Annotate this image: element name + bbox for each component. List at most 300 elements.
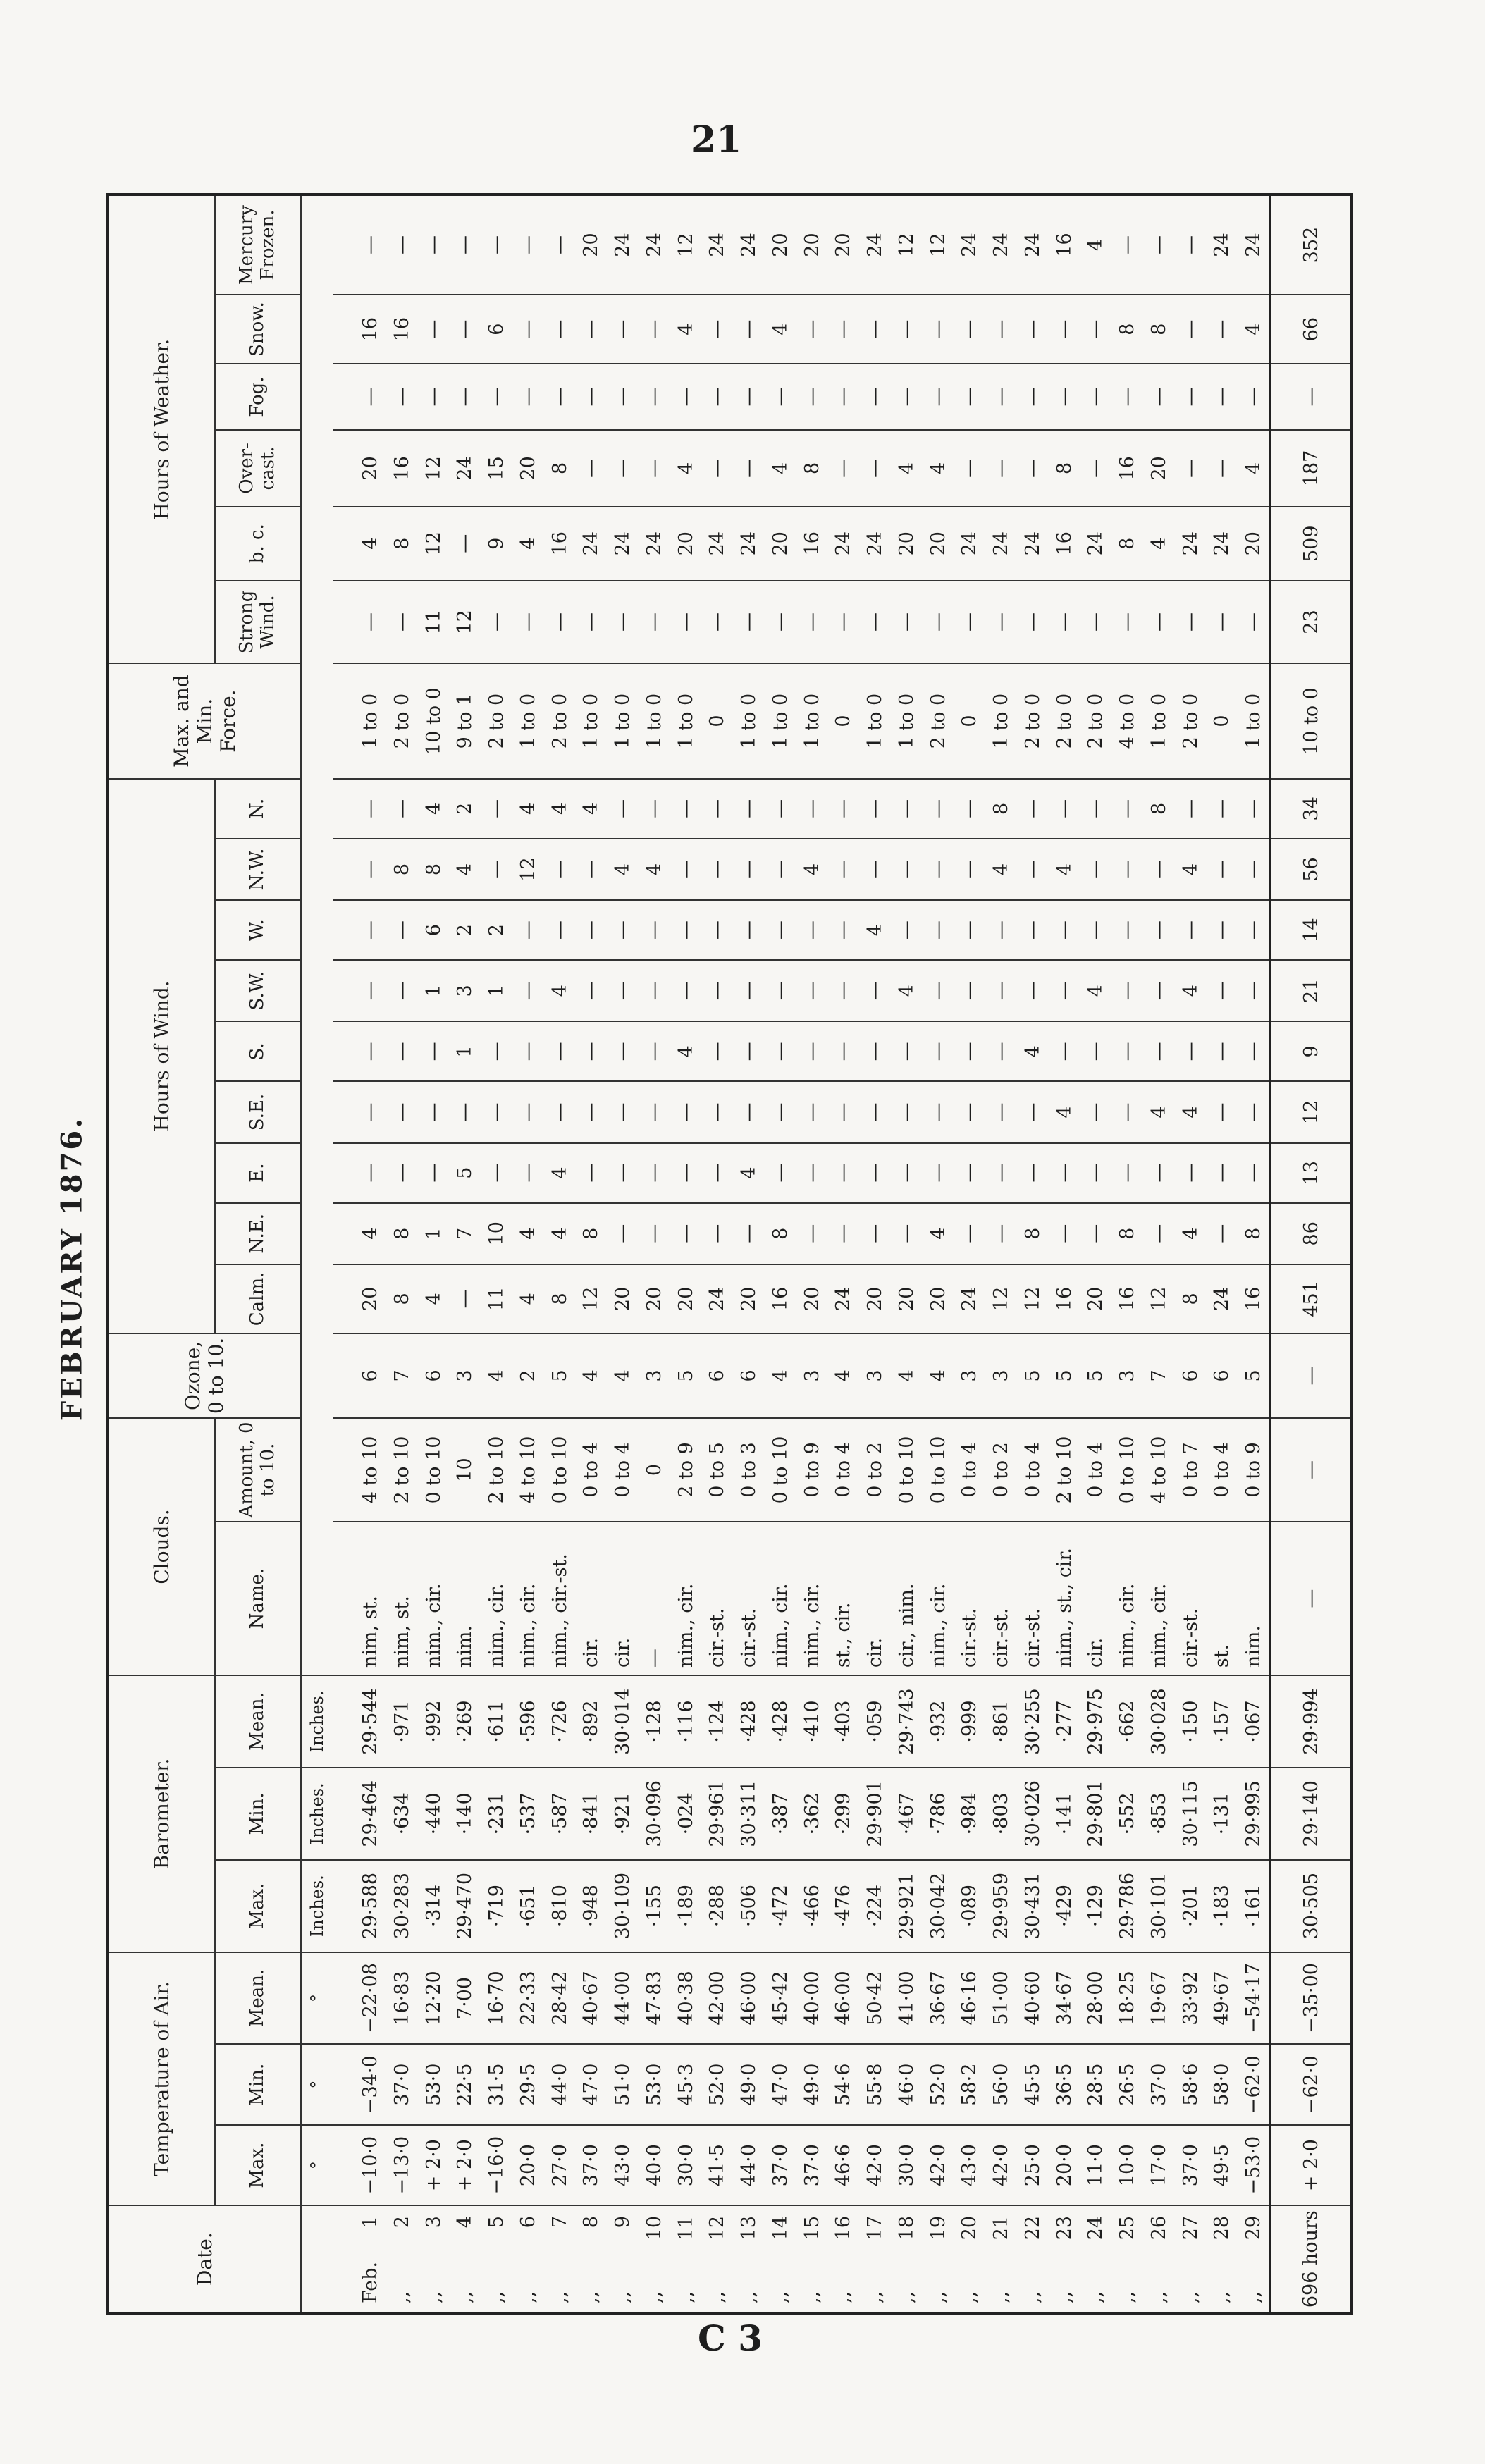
wind-hours: — (1207, 1081, 1238, 1142)
date-cell (1080, 2205, 1112, 2313)
day-number: 10 (643, 2216, 665, 2241)
weather-hours: 8 (1111, 507, 1143, 581)
table-row (796, 195, 828, 2313)
cloud-amount: 2 to 10 (386, 1418, 418, 1522)
wind-hours: — (512, 1143, 544, 1203)
weather-hours: 24 (1207, 195, 1238, 295)
weather-hours: — (796, 295, 828, 364)
weather-hours: — (733, 295, 765, 364)
month-label: ,, (927, 2291, 949, 2303)
cloud-amount: 0 to 5 (702, 1418, 734, 1522)
wind-hours: — (923, 960, 954, 1021)
weather-hours: — (1017, 295, 1049, 364)
temp-max: 44·0 (733, 2125, 765, 2205)
header-wind-col: E. (215, 1143, 301, 1203)
date-cell (670, 2205, 702, 2313)
weather-hours: 24 (859, 195, 891, 295)
wind-force: 2 to 0 (544, 663, 576, 779)
weather-hours: 12 (670, 195, 702, 295)
weather-hours: — (1017, 430, 1049, 507)
weather-hours: 4 (765, 295, 796, 364)
cloud-amount: 2 to 9 (670, 1418, 702, 1522)
header-wind-col: S.W. (215, 960, 301, 1021)
temp-min: 52·0 (923, 2044, 954, 2124)
wind-hours: — (828, 779, 860, 839)
baro-min: 29·995 (1238, 1768, 1270, 1860)
wind-hours: — (1238, 1143, 1270, 1203)
wind-hours: — (765, 839, 796, 900)
weather-hours: — (923, 364, 954, 430)
wind-hours: 4 (607, 839, 639, 900)
weather-hours: 12 (418, 430, 450, 507)
weather-hours: — (512, 295, 544, 364)
cloud-name: nim. (1238, 1522, 1270, 1675)
wind-hours: — (576, 960, 608, 1021)
weather-hours: — (576, 295, 608, 364)
baro-max: ·129 (1080, 1860, 1112, 1952)
day-number: 25 (1116, 2216, 1139, 2241)
month-label: ,, (1179, 2291, 1202, 2303)
wind-hours: — (1017, 900, 1049, 960)
wind-hours: — (1143, 1143, 1175, 1203)
weather-hours: — (639, 364, 670, 430)
wind-hours: — (512, 960, 544, 1021)
baro-mean: ·277 (1049, 1675, 1080, 1768)
wind-hours: — (1207, 839, 1238, 900)
day-number: 19 (927, 2216, 949, 2241)
temp-min: 22·5 (450, 2044, 481, 2124)
wind-hours: — (1080, 900, 1112, 960)
wind-hours: — (1143, 1203, 1175, 1264)
weather-hours: — (1080, 581, 1112, 664)
wind-hours: 20 (639, 1264, 670, 1333)
wind-hours: 20 (733, 1264, 765, 1333)
header-weather-col: Fog. (215, 364, 301, 430)
weather-hours: 20 (1143, 430, 1175, 507)
wind-hours: — (954, 900, 986, 960)
baro-mean: ·150 (1175, 1675, 1207, 1768)
header-ozone: Ozone, 0 to 10. (107, 1333, 301, 1418)
table-row (702, 195, 734, 2313)
wind-hours: — (576, 900, 608, 960)
baro-max: ·314 (418, 1860, 450, 1952)
wind-hours: 20 (1080, 1264, 1112, 1333)
weather-hours: — (1207, 364, 1238, 430)
weather-hours: — (891, 295, 923, 364)
wind-hours: — (1111, 839, 1143, 900)
header-temperature: Temperature of Air. (107, 1952, 215, 2206)
baro-min: ·634 (386, 1768, 418, 1860)
temp-max: 37·0 (796, 2125, 828, 2205)
date-cell (828, 2205, 860, 2313)
wind-hours: — (1017, 779, 1049, 839)
wind-hours: 8 (1017, 1203, 1049, 1264)
baro-mean: ·992 (418, 1675, 450, 1768)
weather-hours: — (796, 581, 828, 664)
weather-hours: 15 (481, 430, 512, 507)
baro-mean: ·892 (576, 1675, 608, 1768)
header-baro-col: Min. (215, 1768, 301, 1860)
wind-hours: — (1049, 1021, 1080, 1081)
wind-hours: 8 (386, 1264, 418, 1333)
wind-hours: — (891, 900, 923, 960)
wind-hours: 4 (891, 960, 923, 1021)
weather-hours: 4 (1238, 430, 1270, 507)
total-wind-hours: 12 (1271, 1081, 1352, 1142)
weather-hours: — (702, 430, 734, 507)
weather-hours: — (418, 195, 450, 295)
weather-hours: — (1143, 195, 1175, 295)
wind-hours: — (1207, 1203, 1238, 1264)
weather-hours: — (386, 364, 418, 430)
wind-hours: — (1080, 1203, 1112, 1264)
wind-hours: — (1175, 779, 1207, 839)
weather-hours: 16 (544, 507, 576, 581)
baro-min: ·299 (828, 1768, 860, 1860)
wind-hours: — (481, 839, 512, 900)
wind-hours: — (765, 779, 796, 839)
day-number: 13 (738, 2216, 760, 2241)
baro-max: ·810 (544, 1860, 576, 1952)
weather-hours: — (670, 364, 702, 430)
wind-hours: — (1143, 1021, 1175, 1081)
wind-hours: — (670, 839, 702, 900)
wind-hours: 5 (450, 1143, 481, 1203)
temp-max: 41·5 (702, 2125, 734, 2205)
temp-mean: 18·25 (1111, 1952, 1143, 2045)
month-label: ,, (1085, 2291, 1107, 2303)
baro-max: 30·431 (1017, 1860, 1049, 1952)
month-label: ,, (1116, 2291, 1139, 2303)
cloud-amount: 4 to 10 (512, 1418, 544, 1522)
ozone: 3 (954, 1333, 986, 1418)
baro-max: ·201 (1175, 1860, 1207, 1952)
wind-hours: — (828, 1203, 860, 1264)
wind-hours: 20 (891, 1264, 923, 1333)
wind-hours: — (607, 779, 639, 839)
baro-mean: ·611 (481, 1675, 512, 1768)
wind-hours: 1 (481, 960, 512, 1021)
wind-hours: — (985, 1143, 1017, 1203)
wind-hours: 4 (670, 1021, 702, 1081)
wind-hours: — (386, 1081, 418, 1142)
wind-hours: — (796, 779, 828, 839)
wind-hours: 8 (1143, 779, 1175, 839)
weather-hours: — (576, 364, 608, 430)
temp-max: 25·0 (1017, 2125, 1049, 2205)
day-number: 17 (864, 2216, 887, 2241)
wind-hours: — (1238, 839, 1270, 900)
header-cloud-col: Name. (215, 1522, 301, 1675)
table-row (607, 195, 639, 2313)
baro-min: ·024 (670, 1768, 702, 1860)
wind-hours: — (544, 1081, 576, 1142)
cloud-name: nim., cir. (1111, 1522, 1143, 1675)
wind-force: 1 to 0 (670, 663, 702, 779)
wind-hours: 3 (450, 960, 481, 1021)
temp-mean: 34·67 (1049, 1952, 1080, 2045)
date-cell (418, 2205, 450, 2313)
wind-hours: — (733, 839, 765, 900)
day-number: 9 (612, 2216, 634, 2229)
weather-hours: — (828, 430, 860, 507)
month-label: ,, (959, 2291, 981, 2303)
cloud-amount: 0 to 4 (607, 1418, 639, 1522)
wind-hours: 4 (576, 779, 608, 839)
day-number: 26 (1147, 2216, 1170, 2241)
total-wind-hours: 86 (1271, 1203, 1352, 1264)
wind-hours: — (1017, 1143, 1049, 1203)
temp-mean: 16·70 (481, 1952, 512, 2045)
day-number: 14 (769, 2216, 791, 2241)
temp-min: 58·6 (1175, 2044, 1207, 2124)
temp-min: 55·8 (859, 2044, 891, 2124)
temp-max: 10·0 (1111, 2125, 1143, 2205)
weather-hours: 16 (1049, 507, 1080, 581)
weather-hours: 4 (1238, 295, 1270, 364)
day-number: 11 (674, 2216, 697, 2241)
weather-hours: 24 (450, 430, 481, 507)
wind-hours: — (481, 1081, 512, 1142)
temp-min: 58·0 (1207, 2044, 1238, 2124)
weather-hours: — (607, 581, 639, 664)
date-cell (1207, 2205, 1238, 2313)
wind-hours: — (670, 1081, 702, 1142)
baro-min: ·231 (481, 1768, 512, 1860)
temp-mean: 42·00 (702, 1952, 734, 2045)
wind-hours: — (1207, 1143, 1238, 1203)
total-wind-hours: 13 (1271, 1143, 1352, 1203)
ozone: 4 (607, 1333, 639, 1418)
baro-max: 30·101 (1143, 1860, 1175, 1952)
temp-max: 37·0 (576, 2125, 608, 2205)
wind-hours: — (512, 1021, 544, 1081)
weather-hours: 12 (450, 581, 481, 664)
wind-hours: — (544, 1021, 576, 1081)
ozone: 7 (386, 1333, 418, 1418)
header-hours-of-weather: Hours of Weather. (107, 195, 215, 663)
weather-hours: — (512, 581, 544, 664)
wind-force: 1 to 0 (333, 663, 386, 779)
wind-hours: — (923, 839, 954, 900)
temp-mean: 40·67 (576, 1952, 608, 2045)
weather-hours: — (512, 195, 544, 295)
header-cloud-col: Amount, 0 to 10. (215, 1418, 301, 1522)
weather-hours: — (1017, 364, 1049, 430)
wind-hours: 4 (1080, 960, 1112, 1021)
baro-max: 30·042 (923, 1860, 954, 1952)
wind-hours: — (765, 1021, 796, 1081)
wind-force: 1 to 0 (859, 663, 891, 779)
temp-mean: −54·17 (1238, 1952, 1270, 2045)
wind-hours: 4 (544, 960, 576, 1021)
wind-hours: — (639, 1203, 670, 1264)
ozone: 7 (1143, 1333, 1175, 1418)
month-label: ,, (517, 2291, 539, 2303)
wind-hours: 2 (481, 900, 512, 960)
date-cell (923, 2205, 954, 2313)
cloud-name: nim., cir. (796, 1522, 828, 1675)
total-cname: — (1271, 1522, 1352, 1675)
temp-max: 42·0 (985, 2125, 1017, 2205)
temp-max: 20·0 (1049, 2125, 1080, 2205)
wind-hours: — (1080, 779, 1112, 839)
table-row (481, 195, 512, 2313)
weather-hours: — (828, 295, 860, 364)
baro-mean: 30·014 (607, 1675, 639, 1768)
wind-hours: — (796, 1021, 828, 1081)
weather-hours: — (386, 195, 418, 295)
ozone: 3 (1111, 1333, 1143, 1418)
baro-min: ·984 (954, 1768, 986, 1860)
date-cell (1175, 2205, 1207, 2313)
cloud-name: cir. (859, 1522, 891, 1675)
wind-hours: — (828, 1143, 860, 1203)
table-row (828, 195, 860, 2313)
wind-hours: 20 (796, 1264, 828, 1333)
wind-hours: — (670, 900, 702, 960)
weather-hours: — (1143, 581, 1175, 664)
weather-hours: — (1238, 364, 1270, 430)
ozone: 6 (1175, 1333, 1207, 1418)
weather-hours: 16 (796, 507, 828, 581)
day-number: 1 (359, 2216, 381, 2229)
header-weather-col: Strong Wind. (215, 581, 301, 664)
baro-max: ·506 (733, 1860, 765, 1952)
cloud-amount: 0 to 4 (1017, 1418, 1049, 1522)
wind-force: 1 to 0 (607, 663, 639, 779)
month-label: ,, (390, 2291, 413, 2303)
header-temp-col: Mean. (215, 1952, 301, 2045)
wind-hours: — (733, 779, 765, 839)
wind-hours: 4 (1143, 1081, 1175, 1142)
temp-min: 54·6 (828, 2044, 860, 2124)
wind-hours: — (607, 960, 639, 1021)
baro-max: 30·109 (607, 1860, 639, 1952)
weather-hours: — (859, 364, 891, 430)
wind-hours: — (1049, 1143, 1080, 1203)
weather-hours: — (607, 295, 639, 364)
wind-hours: 8 (418, 839, 450, 900)
weather-hours: 12 (923, 195, 954, 295)
cloud-name: nim., cir. (670, 1522, 702, 1675)
cloud-name: nim., cir. (1143, 1522, 1175, 1675)
cloud-name: nim. (450, 1522, 481, 1675)
month-label: ,, (1243, 2291, 1265, 2303)
wind-hours: — (923, 1143, 954, 1203)
weather-hours: — (891, 364, 923, 430)
weather-hours: 20 (765, 195, 796, 295)
temp-mean: 46·00 (733, 1952, 765, 2045)
wind-hours: 4 (923, 1203, 954, 1264)
cloud-amount: 0 to 4 (954, 1418, 986, 1522)
baro-max: ·161 (1238, 1860, 1270, 1952)
baro-mean: ·999 (954, 1675, 986, 1768)
weather-hours: 24 (1238, 195, 1270, 295)
baro-min: ·537 (512, 1768, 544, 1860)
cloud-name: nim, st. (333, 1522, 386, 1675)
wind-hours: — (828, 960, 860, 1021)
baro-max: ·466 (796, 1860, 828, 1952)
wind-hours: — (607, 1143, 639, 1203)
wind-hours: — (985, 1203, 1017, 1264)
ozone: 3 (639, 1333, 670, 1418)
cloud-name: cir. (576, 1522, 608, 1675)
wind-hours: 4 (796, 839, 828, 900)
wind-hours: — (1207, 779, 1238, 839)
wind-hours: — (859, 779, 891, 839)
date-cell (1017, 2205, 1049, 2313)
header-force: Max. and Min. Force. (107, 663, 301, 779)
table-row (1017, 195, 1049, 2313)
temp-max: 30·0 (891, 2125, 923, 2205)
baro-mean: ·269 (450, 1675, 481, 1768)
temp-min: 46·0 (891, 2044, 923, 2124)
weather-hours: — (450, 295, 481, 364)
ozone: 4 (481, 1333, 512, 1418)
header-wind-col: N.W. (215, 839, 301, 900)
weather-hours: 8 (796, 430, 828, 507)
ozone: 5 (670, 1333, 702, 1418)
wind-hours: — (1207, 900, 1238, 960)
weather-hours: 24 (607, 507, 639, 581)
weather-hours: — (333, 195, 386, 295)
wind-hours: 24 (828, 1264, 860, 1333)
unit-inches: Inches. (301, 1675, 333, 1768)
daily-rows (301, 195, 1271, 2313)
weather-hours: — (1017, 581, 1049, 664)
page-number: 21 (691, 118, 742, 161)
wind-hours: 16 (765, 1264, 796, 1333)
wind-hours: 24 (702, 1264, 734, 1333)
wind-hours: — (796, 1203, 828, 1264)
wind-hours: — (1207, 1021, 1238, 1081)
total-bmin: 29·140 (1271, 1768, 1352, 1860)
ozone: 5 (544, 1333, 576, 1418)
baro-min: ·841 (576, 1768, 608, 1860)
temp-min: 51·0 (607, 2044, 639, 2124)
temp-mean: 44·00 (607, 1952, 639, 2045)
day-number: 28 (1211, 2216, 1233, 2241)
wind-hours: — (1111, 1081, 1143, 1142)
wind-hours: 4 (418, 779, 450, 839)
wind-hours: — (333, 960, 386, 1021)
cloud-amount: 0 to 10 (765, 1418, 796, 1522)
cloud-amount: 0 to 10 (891, 1418, 923, 1522)
weather-hours: 6 (481, 295, 512, 364)
wind-hours: 4 (544, 1143, 576, 1203)
wind-hours: — (733, 1203, 765, 1264)
weather-hours: — (450, 195, 481, 295)
baro-min: ·552 (1111, 1768, 1143, 1860)
month-label: ,, (1053, 2291, 1076, 2303)
weather-hours: 8 (386, 507, 418, 581)
weather-hours: — (1080, 364, 1112, 430)
temp-mean: 22·33 (512, 1952, 544, 2045)
temp-max: 37·0 (765, 2125, 796, 2205)
wind-hours: 2 (450, 900, 481, 960)
cloud-name: nim., cir. (481, 1522, 512, 1675)
baro-min: 29·801 (1080, 1768, 1112, 1860)
wind-hours: 20 (607, 1264, 639, 1333)
wind-hours: 2 (450, 779, 481, 839)
wind-hours: — (923, 900, 954, 960)
day-number: 27 (1179, 2216, 1202, 2241)
baro-max: ·476 (828, 1860, 860, 1952)
wind-hours: — (859, 960, 891, 1021)
temp-min: −62·0 (1238, 2044, 1270, 2124)
baro-max: 29·959 (985, 1860, 1017, 1952)
